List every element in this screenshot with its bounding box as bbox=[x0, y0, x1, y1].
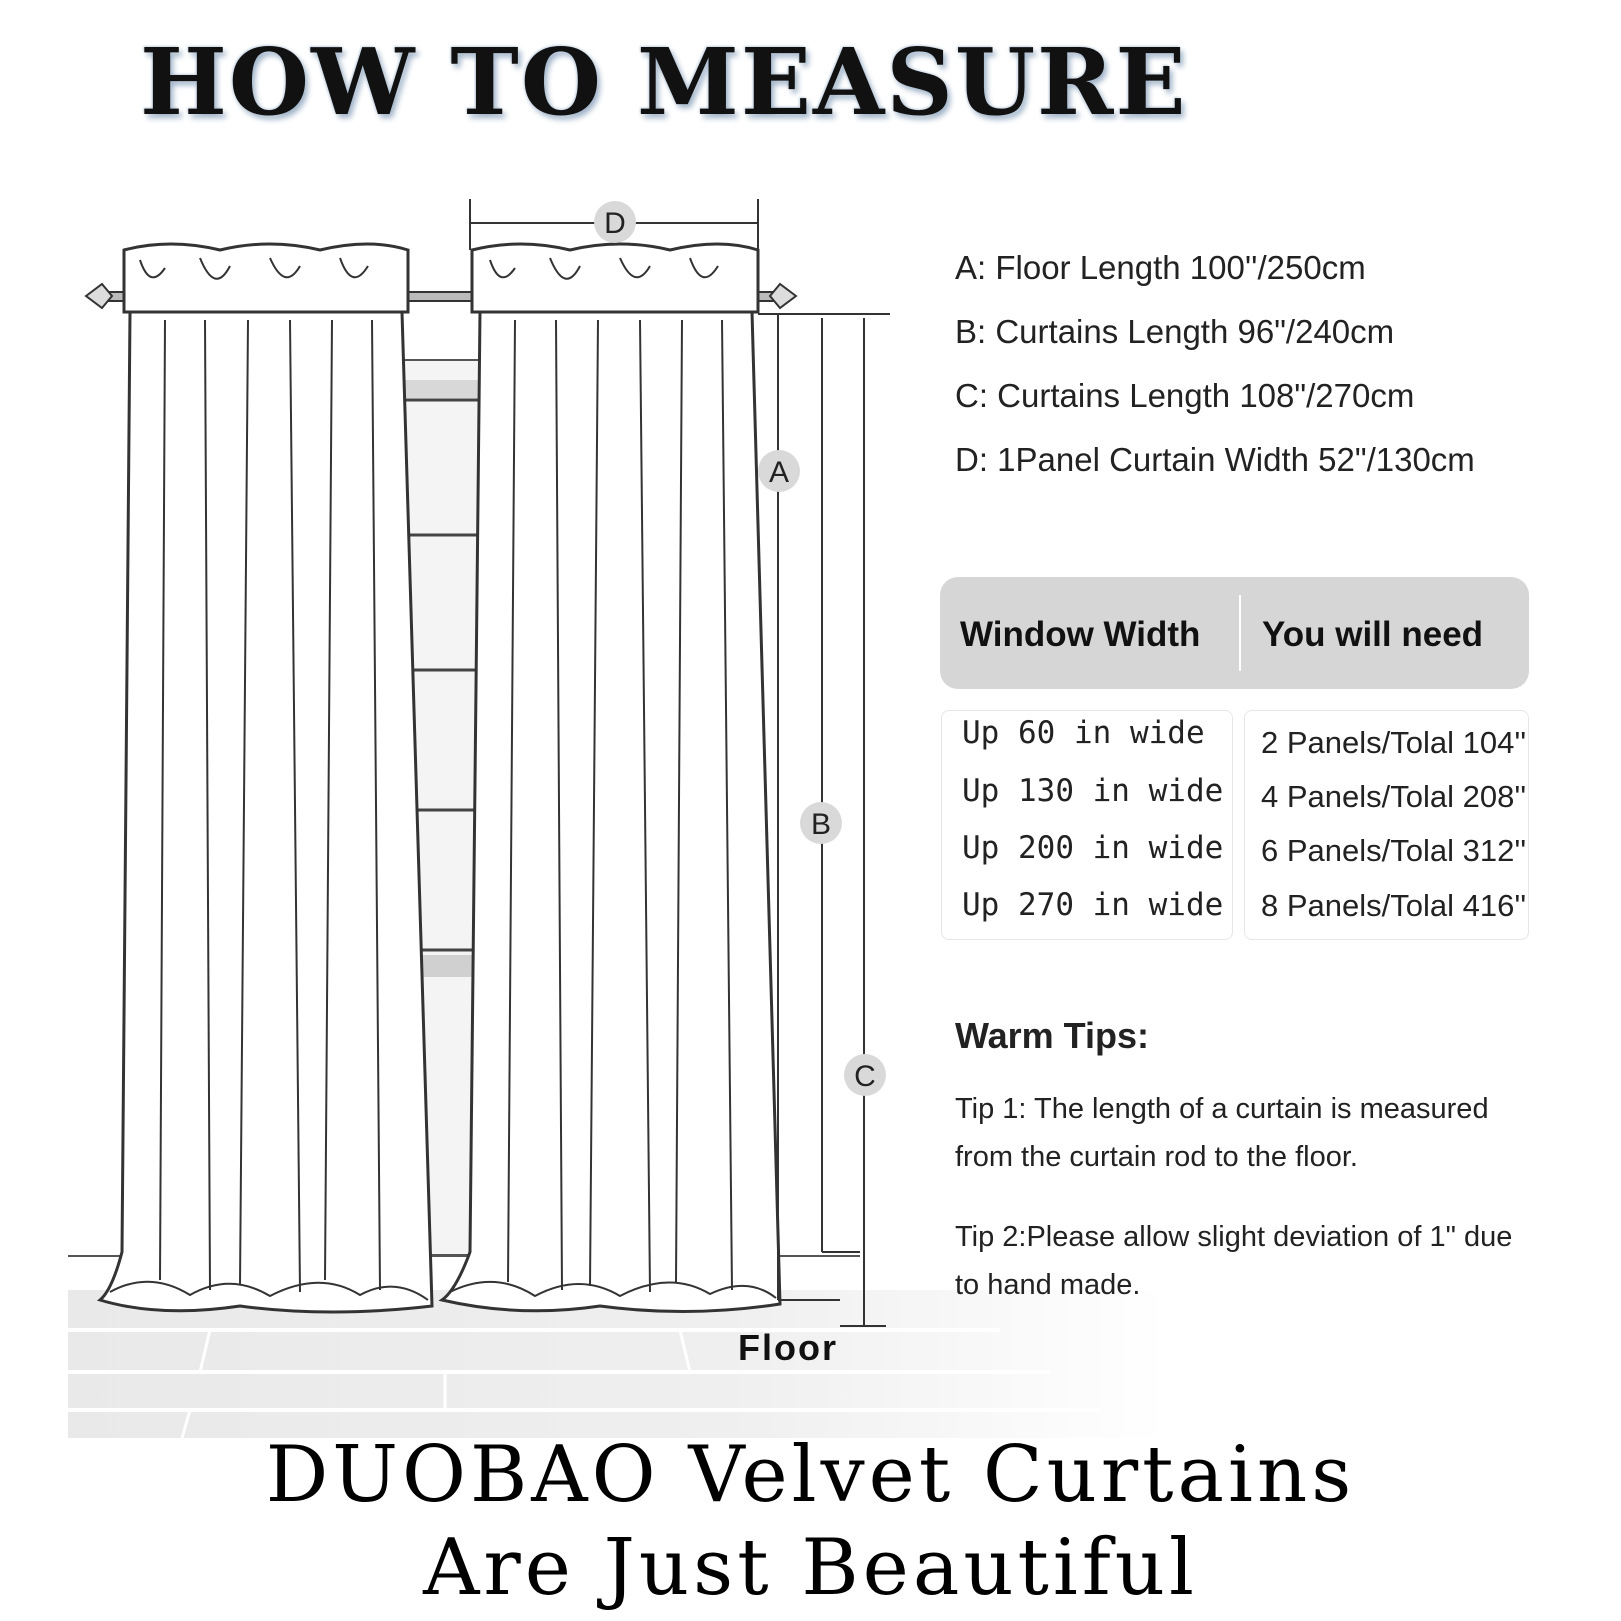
label-badge-d bbox=[594, 201, 636, 243]
width-row: Up 130 in wide bbox=[962, 773, 1224, 809]
label-badge-a bbox=[758, 450, 800, 492]
dimension-list bbox=[955, 236, 1475, 492]
label-c-text: C bbox=[854, 1060, 876, 1093]
label-b-text: B bbox=[810, 808, 832, 841]
header-divider bbox=[1239, 595, 1241, 671]
need-row: 8 Panels/Tolal 416'' bbox=[1261, 888, 1527, 923]
floor-label: Floor bbox=[738, 1327, 838, 1368]
table-header bbox=[940, 577, 1529, 689]
width-row: Up 270 in wide bbox=[962, 887, 1224, 923]
need-row: 6 Panels/Tolal 312'' bbox=[1261, 833, 1527, 868]
slogan-line-1: DUOBAO Velvet Curtains bbox=[265, 1430, 1356, 1520]
window-width-column bbox=[941, 710, 1233, 940]
dimension-d: D: 1Panel Curtain Width 52"/130cm bbox=[955, 441, 1475, 478]
right-curtain-panel bbox=[442, 244, 780, 1312]
need-row: 4 Panels/Tolal 208'' bbox=[1261, 779, 1527, 814]
label-badge-c bbox=[844, 1054, 886, 1096]
label-d-text: D bbox=[604, 207, 626, 240]
panels-needed-column bbox=[1244, 710, 1529, 940]
page-title: HOW TO MEASURE bbox=[140, 28, 1188, 136]
label-badge-b bbox=[800, 802, 842, 844]
slogan-line-2: Are Just Beautiful bbox=[423, 1523, 1198, 1613]
dimension-c: C: Curtains Length 108"/270cm bbox=[955, 377, 1415, 414]
dimension-a: A: Floor Length 100''/250cm bbox=[955, 249, 1366, 286]
tip-2: Tip 2:Please allow slight deviation of 1" due to hand made. bbox=[955, 1221, 1513, 1301]
header-window-width: Window Width bbox=[960, 615, 1201, 654]
label-a-text: A bbox=[768, 456, 790, 489]
header-you-will-need: You will need bbox=[1262, 615, 1484, 654]
tip-1: Tip 1: The length of a curtain is measured from the curtain rod to the floor. bbox=[955, 1093, 1489, 1173]
need-row: 2 Panels/Tolal 104'' bbox=[1261, 725, 1527, 760]
width-row: Up 200 in wide bbox=[962, 830, 1224, 866]
warm-tips-title: Warm Tips: bbox=[955, 1015, 1150, 1056]
width-row: Up 60 in wide bbox=[962, 715, 1205, 751]
dimension-b: B: Curtains Length 96"/240cm bbox=[955, 313, 1395, 350]
left-curtain-panel bbox=[100, 244, 432, 1312]
